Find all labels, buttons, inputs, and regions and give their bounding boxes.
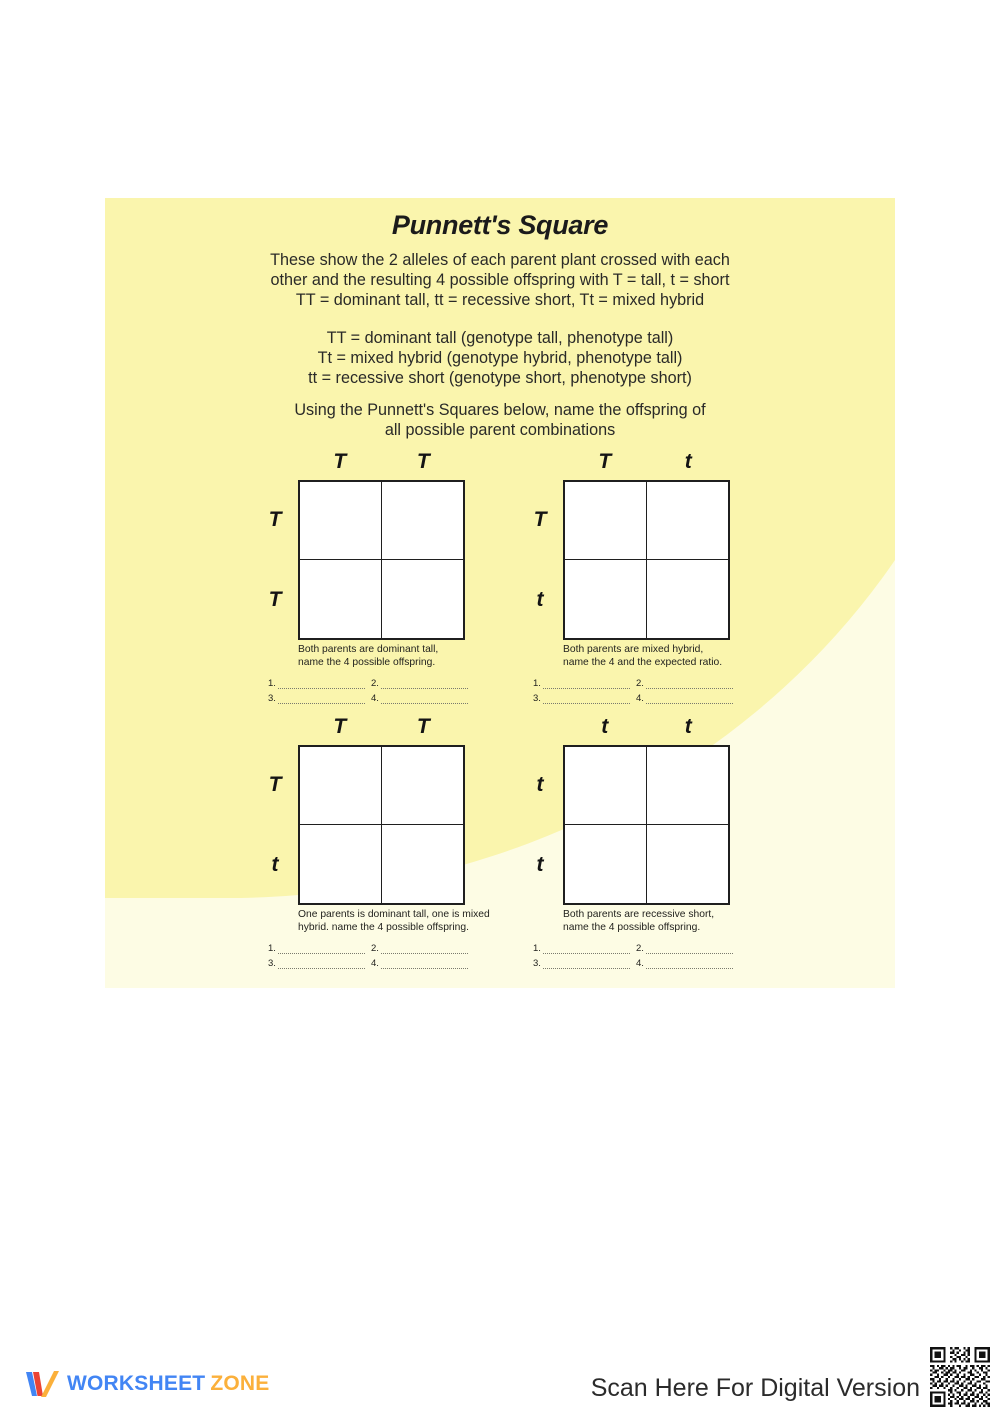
punnett-grid [563,480,730,640]
punnett-cell[interactable] [382,825,464,903]
square-caption [298,909,528,934]
row-allele-label: T [268,508,282,531]
answer-line[interactable] [636,958,733,969]
column-allele-headers [563,450,730,474]
answer-number: 2. [371,678,379,689]
worksheet-content [105,198,895,988]
logo-word-zone: ZONE [210,1372,270,1395]
punnett-cell[interactable] [565,482,647,560]
answer-number: 3. [533,958,541,969]
answer-rule[interactable] [278,946,365,954]
answer-lines [533,678,733,704]
col-allele-label: T [333,450,347,473]
answer-line[interactable] [268,943,365,954]
logo-mark-icon [24,1368,60,1400]
answer-number: 3. [268,958,276,969]
scan-here-label: Scan Here For Digital Version [590,1374,920,1402]
answer-lines [268,678,468,704]
qr-code-icon[interactable] [928,1345,992,1409]
logo-text [67,1372,269,1396]
worksheet-card [105,198,895,988]
answer-line[interactable] [371,693,468,704]
answer-number: 4. [371,693,379,704]
column-allele-headers [563,715,730,739]
intro-line: Using the Punnett's Squares below, name the offspring of [294,401,706,419]
punnett-cell[interactable] [565,747,647,825]
caption-line: hybrid. name the 4 possible offspring. [298,921,469,933]
answer-number: 3. [268,693,276,704]
answer-number: 4. [371,958,379,969]
answer-line[interactable] [268,958,365,969]
answer-number: 2. [371,943,379,954]
punnett-cell[interactable] [647,560,729,638]
row-allele-label: t [536,853,544,876]
intro-line: TT = dominant tall, tt = recessive short, Tt = mixed hybrid [295,291,705,309]
answer-number: 2. [636,678,644,689]
col-allele-label: t [684,450,692,473]
column-allele-headers [298,715,465,739]
punnett-cell[interactable] [565,560,647,638]
answer-line[interactable] [371,943,468,954]
answer-rule[interactable] [543,681,630,689]
row-allele-headers [260,745,290,905]
answer-line[interactable] [533,943,630,954]
row-allele-headers [525,480,555,640]
answer-line[interactable] [268,693,365,704]
caption-line: Both parents are dominant tall, [298,644,439,655]
answer-number: 4. [636,693,644,704]
row-allele-headers [525,745,555,905]
answer-rule[interactable] [278,961,365,969]
square-caption [563,909,793,934]
answer-rule[interactable] [381,946,468,954]
row-allele-headers [260,480,290,640]
column-allele-headers [298,450,465,474]
intro-line: other and the resulting 4 possible offspring with T = tall, t = short [270,271,730,289]
caption-line: name the 4 possible offspring. [298,656,436,668]
answer-rule[interactable] [381,696,468,704]
worksheet-zone-logo[interactable] [24,1368,269,1400]
answer-rule[interactable] [646,696,733,704]
footer-divider [0,1330,1000,1331]
punnett-cell[interactable] [565,825,647,903]
col-allele-label: T [333,715,347,738]
answer-line[interactable] [636,678,733,689]
answer-rule[interactable] [646,681,733,689]
caption-line: Both parents are recessive short, [563,909,715,920]
punnett-cell[interactable] [300,482,382,560]
row-allele-label: t [271,853,279,876]
punnett-grid [563,745,730,905]
row-allele-label: t [536,588,544,611]
answer-number: 3. [533,693,541,704]
page-title: Punnett's Square [391,210,609,240]
answer-rule[interactable] [278,696,365,704]
col-allele-label: T [416,450,430,473]
punnett-grid [298,480,465,640]
intro-line: Tt = mixed hybrid (genotype hybrid, phenotype tall) [317,349,683,367]
square-caption [563,644,793,669]
col-allele-label: t [684,715,692,738]
answer-line[interactable] [371,958,468,969]
intro-line: tt = recessive short (genotype short, phenotype short) [308,369,692,387]
answer-lines [268,943,468,969]
punnett-cell[interactable] [382,560,464,638]
punnett-cell[interactable] [300,747,382,825]
row-allele-label: T [533,508,547,531]
answer-rule[interactable] [278,681,365,689]
punnett-cell[interactable] [382,747,464,825]
answer-line[interactable] [533,958,630,969]
answer-line[interactable] [268,678,365,689]
col-allele-label: t [601,715,609,738]
intro-paragraph-3 [105,400,895,440]
intro-line: These show the 2 alleles of each parent plant crossed with each [270,251,730,269]
col-allele-label: T [598,450,612,473]
punnett-grid [298,745,465,905]
punnett-cell[interactable] [647,482,729,560]
punnett-cell[interactable] [382,482,464,560]
answer-number: 1. [268,943,276,954]
page-footer [0,1330,1000,1414]
answer-rule[interactable] [646,946,733,954]
caption-line: name the 4 and the expected ratio. [563,656,723,668]
punnett-cell[interactable] [300,560,382,638]
intro-paragraph-2 [105,328,895,388]
answer-rule[interactable] [543,961,630,969]
answer-rule[interactable] [381,961,468,969]
logo-word-worksheet: WORKSHEET [67,1372,206,1395]
answer-lines [533,943,733,969]
answer-rule[interactable] [543,696,630,704]
answer-number: 1. [268,678,276,689]
answer-line[interactable] [636,693,733,704]
answer-line[interactable] [533,693,630,704]
answer-rule[interactable] [381,681,468,689]
square-caption [298,644,528,669]
row-allele-label: T [268,773,282,796]
answer-number: 1. [533,943,541,954]
answer-number: 4. [636,958,644,969]
answer-rule[interactable] [543,946,630,954]
punnett-cell[interactable] [647,825,729,903]
row-allele-label: T [268,588,282,611]
answer-line[interactable] [636,943,733,954]
answer-line[interactable] [371,678,468,689]
intro-line: all possible parent combinations [384,421,616,439]
answer-rule[interactable] [646,961,733,969]
row-allele-label: t [536,773,544,796]
punnett-cell[interactable] [300,825,382,903]
caption-line: Both parents are mixed hybrid, [563,644,704,655]
answer-number: 2. [636,943,644,954]
col-allele-label: T [416,715,430,738]
answer-line[interactable] [533,678,630,689]
caption-line: One parents is dominant tall, one is mixed [298,909,490,920]
caption-line: name the 4 possible offspring. [563,921,701,933]
punnett-cell[interactable] [647,747,729,825]
intro-paragraph-1 [105,250,895,310]
intro-line: TT = dominant tall (genotype tall, phenotype tall) [326,329,674,347]
answer-number: 1. [533,678,541,689]
